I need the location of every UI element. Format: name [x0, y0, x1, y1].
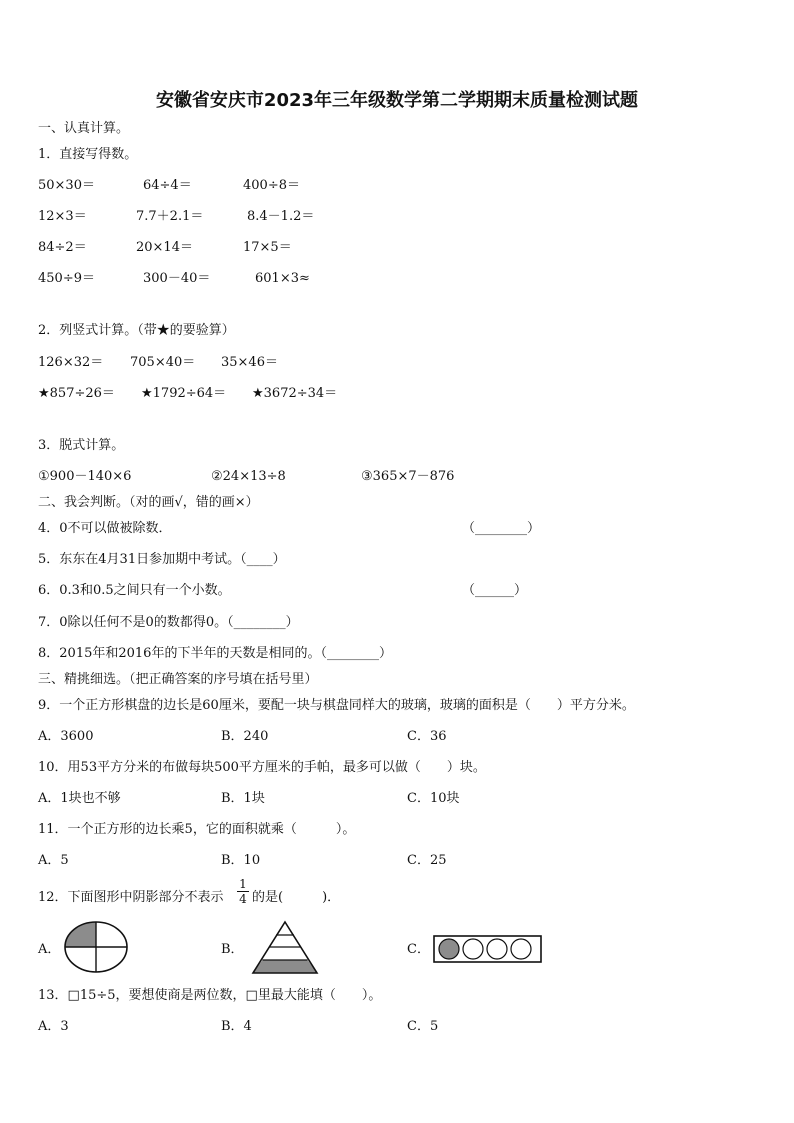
choice-question-11: 11．一个正方形的边长乘5，它的面积就乘（ ）。 [38, 822, 356, 837]
circle-quarter-figure [64, 920, 128, 974]
q3-item: ③365×7－876 [361, 469, 455, 484]
option-b[interactable]: B． [221, 942, 244, 957]
section-3-heading: 三、精挑细选。（把正确答案的序号填在括号里） [38, 672, 318, 687]
q1-item: 84÷2＝ [38, 240, 87, 255]
q12-text-before: 12．下面图形中阴影部分不表示 [38, 890, 224, 905]
q3-label: 3．脱式计算。 [38, 438, 125, 453]
option-b[interactable]: B．240 [221, 729, 269, 744]
q2-item: ★1792÷64＝ [141, 386, 227, 401]
q1-item: 450÷9＝ [38, 271, 95, 286]
q2-item: 126×32＝ [38, 355, 104, 370]
q1-item: 7.7＋2.1＝ [136, 209, 204, 224]
option-a[interactable]: A． [38, 942, 61, 957]
option-c[interactable]: C．5 [407, 1019, 439, 1034]
option-c[interactable]: C．36 [407, 729, 447, 744]
page-title: 安徽省安庆市2023年三年级数学第二学期期末质量检测试题 [155, 90, 639, 111]
option-a[interactable]: A．3600 [38, 729, 94, 744]
option-a[interactable]: A．1块也不够 [38, 791, 121, 806]
answer-blank[interactable]: （________） [462, 521, 541, 536]
judge-item-8: 8．2015年和2016年的下半年的天数是相同的。（________） [38, 646, 392, 661]
judge-item-6: 6．0.3和0.5之间只有一个小数。 [38, 583, 231, 598]
shaded-band [253, 960, 317, 973]
q2-item: ★857÷26＝ [38, 386, 115, 401]
shaded-circle [439, 939, 459, 959]
fraction-denominator: 4 [239, 892, 247, 906]
q2-item: 35×46＝ [221, 355, 278, 370]
q1-item: 17×5＝ [243, 240, 292, 255]
q1-item: 20×14＝ [136, 240, 193, 255]
triangle-layers-figure [250, 920, 320, 975]
fraction-numerator: 1 [239, 877, 247, 891]
answer-blank[interactable]: （______） [462, 583, 528, 598]
judge-item-5: 5．东东在4月31日参加期中考试。（____） [38, 552, 286, 567]
option-c[interactable]: C．25 [407, 853, 447, 868]
q1-item: 64÷4＝ [143, 178, 192, 193]
section-1-heading: 一、认真计算。 [38, 121, 130, 136]
option-c[interactable]: C． [407, 942, 430, 957]
option-b[interactable]: B．10 [221, 853, 261, 868]
q2-item: ★3672÷34＝ [252, 386, 338, 401]
q1-item: 8.4－1.2＝ [247, 209, 315, 224]
q1-item: 300－40＝ [143, 271, 211, 286]
choice-question-13: 13．□15÷5，要想使商是两位数，□里最大能填（ ）。 [38, 988, 382, 1003]
q1-label: 1．直接写得数。 [38, 147, 138, 162]
option-a[interactable]: A．3 [38, 1019, 69, 1034]
four-circles-figure [433, 934, 543, 964]
judge-item-7: 7．0除以任何不是0的数都得0。（________） [38, 615, 299, 630]
q1-item: 50×30＝ [38, 178, 95, 193]
choice-question-10: 10．用53平方分米的布做每块500平方厘米的手帕，最多可以做（ ）块。 [38, 760, 486, 775]
option-b[interactable]: B．1块 [221, 791, 265, 806]
judge-item-4: 4．0不可以做被除数． [38, 521, 172, 536]
choice-question-12 [38, 889, 224, 907]
q1-item: 400÷8＝ [243, 178, 300, 193]
q1-item: 601×3≈ [255, 271, 310, 286]
q3-item: ②24×13÷8 [211, 469, 286, 484]
option-a[interactable]: A．5 [38, 853, 69, 868]
q2-item: 705×40＝ [130, 355, 196, 370]
q1-item: 12×3＝ [38, 209, 87, 224]
option-b[interactable]: B．4 [221, 1019, 252, 1034]
q12-text-after: 的是( )． [252, 890, 341, 905]
section-2-heading: 二、我会判断。（对的画√，错的画×） [38, 495, 259, 510]
option-c[interactable]: C．10块 [407, 791, 460, 806]
q2-label: 2．列竖式计算。（带★的要验算） [38, 323, 235, 338]
choice-question-9: 9．一个正方形棋盘的边长是60厘米，要配一块与棋盘同样大的玻璃，玻璃的面积是（ ）平方分米。 [38, 698, 635, 713]
fraction-one-quarter [237, 878, 249, 905]
q3-item: ①900－140×6 [38, 469, 132, 484]
